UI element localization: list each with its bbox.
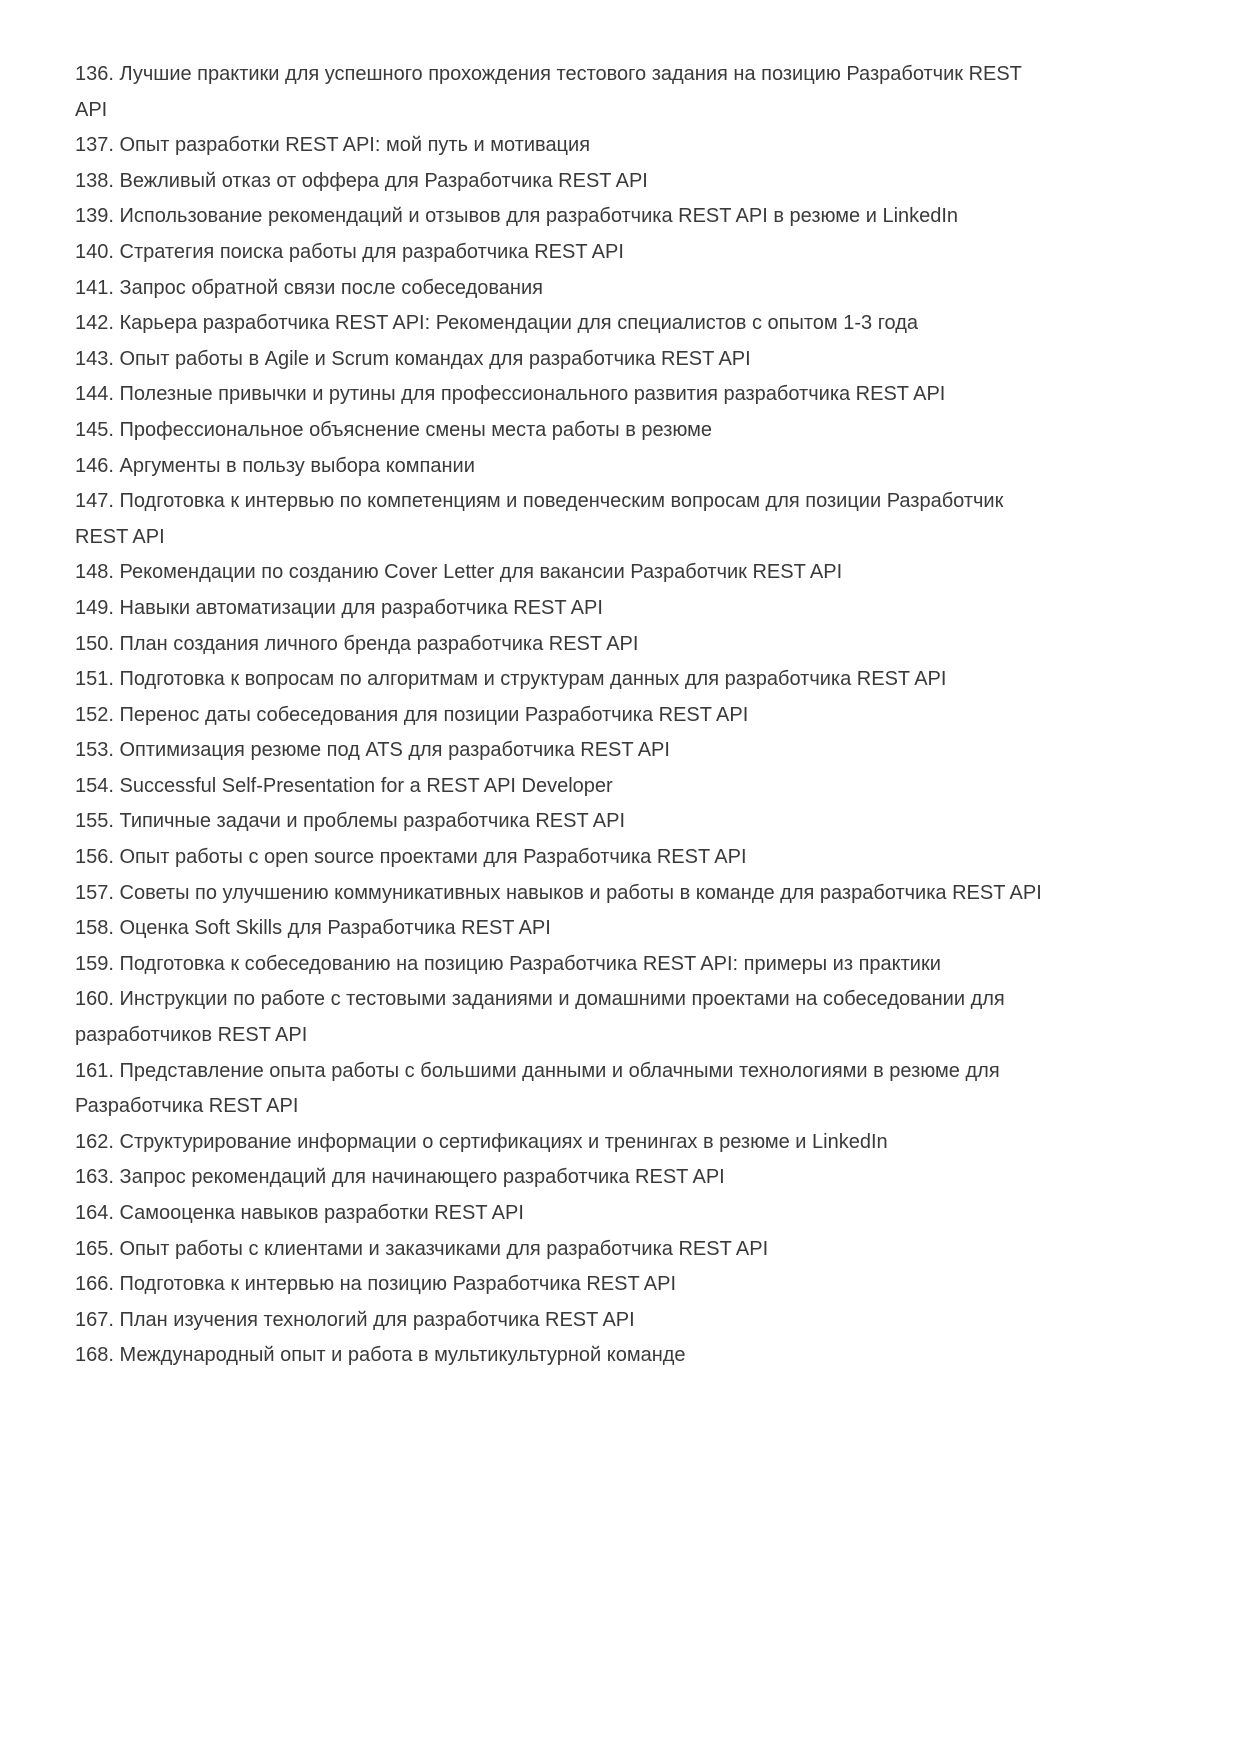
item-text: Оптимизация резюме под ATS для разработчика REST API bbox=[119, 739, 670, 762]
item-text: Международный опыт и работа в мультикультурной команде bbox=[119, 1344, 686, 1367]
item-text: План изучения технологий для разработчика REST API bbox=[119, 1308, 635, 1331]
list-item bbox=[75, 769, 1049, 805]
item-number: 143. bbox=[75, 347, 114, 370]
item-number: 162. bbox=[75, 1130, 114, 1153]
item-number: 159. bbox=[75, 952, 114, 975]
list-item bbox=[75, 306, 1049, 342]
list-item bbox=[75, 804, 1049, 840]
item-text: Полезные привычки и рутины для профессионального развития разработчика REST API bbox=[119, 383, 946, 406]
item-text: Подготовка к собеседованию на позицию Разработчика REST API: примеры из практики bbox=[119, 952, 941, 975]
item-text: Подготовка к интервью на позицию Разработчика REST API bbox=[119, 1273, 677, 1296]
list-item bbox=[75, 1303, 1049, 1339]
item-number: 137. bbox=[75, 134, 114, 157]
list-item bbox=[75, 1232, 1049, 1268]
item-number: 157. bbox=[75, 881, 114, 904]
item-text: Аргументы в пользу выбора компании bbox=[119, 454, 475, 477]
item-text: Использование рекомендаций и отзывов для разработчика REST API в резюме и LinkedIn bbox=[119, 205, 959, 228]
list-item bbox=[75, 235, 1049, 271]
list-item bbox=[75, 982, 1049, 1053]
item-text: Опыт работы с клиентами и заказчиками для разработчика REST API bbox=[119, 1237, 769, 1260]
item-text: Профессиональное объяснение смены места работы в резюме bbox=[119, 418, 713, 441]
list-item bbox=[75, 662, 1049, 698]
item-text: Successful Self-Presentation for a REST API Developer bbox=[119, 774, 613, 797]
item-number: 165. bbox=[75, 1237, 114, 1260]
item-number: 138. bbox=[75, 169, 114, 192]
item-text: Опыт работы с open source проектами для Разработчика REST API bbox=[119, 846, 747, 869]
list-item bbox=[75, 1196, 1049, 1232]
item-text: Инструкции по работе с тестовыми заданиями и домашними проектами на собеседовании для разработчиков REST API bbox=[75, 988, 1005, 1047]
list-item bbox=[75, 555, 1049, 591]
item-number: 153. bbox=[75, 739, 114, 762]
item-number: 168. bbox=[75, 1344, 114, 1367]
list-item bbox=[75, 377, 1049, 413]
item-number: 146. bbox=[75, 454, 114, 477]
topic-list bbox=[75, 57, 1049, 1374]
item-text: Лучшие практики для успешного прохождения тестового задания на позицию Разработчик REST API bbox=[75, 63, 1022, 121]
item-number: 161. bbox=[75, 1059, 114, 1082]
item-text: Стратегия поиска работы для разработчика REST API bbox=[119, 240, 624, 263]
item-text: Опыт разработки REST API: мой путь и мотивация bbox=[119, 134, 591, 157]
list-item bbox=[75, 413, 1049, 449]
list-item bbox=[75, 911, 1049, 947]
item-text: Перенос даты собеседования для позиции Разработчика REST API bbox=[119, 703, 749, 726]
item-text: Навыки автоматизации для разработчика REST API bbox=[119, 596, 603, 619]
list-item bbox=[75, 128, 1049, 164]
item-number: 136. bbox=[75, 63, 114, 85]
item-text: Запрос рекомендаций для начинающего разработчика REST API bbox=[119, 1166, 725, 1189]
item-text: План создания личного бренда разработчика REST API bbox=[119, 632, 639, 655]
list-item bbox=[75, 1054, 1049, 1125]
list-item bbox=[75, 271, 1049, 307]
list-item bbox=[75, 876, 1049, 912]
item-text: Представление опыта работы с большими данными и облачными технологиями в резюме для Разработчика REST API bbox=[75, 1059, 1000, 1118]
item-number: 147. bbox=[75, 490, 114, 513]
list-item bbox=[75, 449, 1049, 485]
item-number: 166. bbox=[75, 1273, 114, 1296]
item-text: Подготовка к вопросам по алгоритмам и структурам данных для разработчика REST API bbox=[119, 668, 947, 691]
item-number: 164. bbox=[75, 1202, 114, 1224]
item-text: Подготовка к интервью по компетенциям и поведенческим вопросам для позиции Разработчик REST API bbox=[75, 490, 1004, 548]
list-item bbox=[75, 164, 1049, 200]
list-item bbox=[75, 57, 1049, 128]
item-number: 156. bbox=[75, 846, 114, 869]
item-number: 163. bbox=[75, 1166, 114, 1189]
list-item bbox=[75, 840, 1049, 876]
item-number: 152. bbox=[75, 703, 114, 726]
item-number: 149. bbox=[75, 596, 114, 619]
list-item bbox=[75, 947, 1049, 983]
item-text: Вежливый отказ от оффера для Разработчика REST API bbox=[119, 169, 648, 192]
item-number: 158. bbox=[75, 917, 114, 940]
item-text: Рекомендации по созданию Cover Letter для вакансии Разработчик REST API bbox=[119, 561, 843, 584]
item-number: 151. bbox=[75, 668, 114, 691]
item-number: 145. bbox=[75, 418, 114, 441]
list-item bbox=[75, 199, 1049, 235]
list-item bbox=[75, 1125, 1049, 1161]
item-number: 160. bbox=[75, 988, 114, 1011]
list-item bbox=[75, 591, 1049, 627]
item-number: 148. bbox=[75, 561, 114, 584]
list-item bbox=[75, 733, 1049, 769]
list-item bbox=[75, 627, 1049, 663]
item-number: 155. bbox=[75, 810, 114, 833]
item-number: 144. bbox=[75, 383, 114, 406]
item-text: Карьера разработчика REST API: Рекомендации для специалистов с опытом 1-3 года bbox=[119, 312, 919, 335]
item-number: 150. bbox=[75, 632, 114, 655]
item-number: 140. bbox=[75, 240, 114, 263]
item-text: Опыт работы в Agile и Scrum командах для разработчика REST API bbox=[119, 347, 751, 370]
item-number: 154. bbox=[75, 774, 114, 797]
item-text: Структурирование информации о сертификациях и тренингах в резюме и LinkedIn bbox=[119, 1130, 888, 1153]
item-number: 139. bbox=[75, 205, 114, 228]
item-number: 167. bbox=[75, 1308, 114, 1331]
list-item bbox=[75, 1267, 1049, 1303]
item-number: 141. bbox=[75, 276, 114, 299]
list-item bbox=[75, 1160, 1049, 1196]
list-item bbox=[75, 698, 1049, 734]
list-item bbox=[75, 484, 1049, 555]
list-item bbox=[75, 1338, 1049, 1374]
list-item bbox=[75, 342, 1049, 378]
item-text: Запрос обратной связи после собеседования bbox=[119, 276, 543, 299]
item-number: 142. bbox=[75, 312, 114, 335]
item-text: Оценка Soft Skills для Разработчика REST API bbox=[119, 917, 551, 940]
item-text: Советы по улучшению коммуникативных навыков и работы в команде для разработчика REST API bbox=[119, 881, 1042, 904]
item-text: Самооценка навыков разработки REST API bbox=[119, 1202, 524, 1224]
item-text: Типичные задачи и проблемы разработчика REST API bbox=[119, 810, 626, 833]
